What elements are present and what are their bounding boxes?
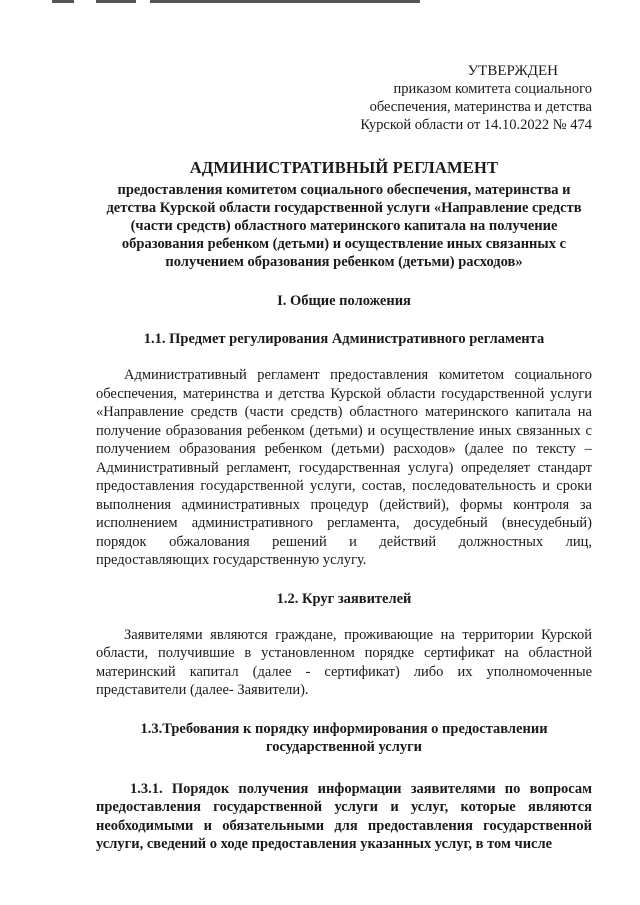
approval-line: приказом комитета социального [393, 81, 592, 97]
scan-edge-mark [150, 0, 420, 3]
subsection-heading-applicants: 1.2. Круг заявителей [276, 590, 412, 607]
applicants-paragraph: Заявителями являются граждане, проживающие на территории Курской области, получившие в установленном порядке сертификат на областной материнский капитал (далее - сертификат) либо их уполномоченные представители (далее- Заявители). [96, 626, 592, 698]
informing-heading-line: 1.3.Требования к порядку информирования о предоставлении [140, 720, 548, 737]
subject-paragraph: Административный регламент предоставления комитетом социального обеспечения, материнства и детства Курской области государственной услуги «Направление средств (части средств) областного материнского капитала на получение образования ребенком (детьми) и осуществление иных связанных с получением образования ребенком (детьми) расходов» (далее по тексту – Административный регламент, государственная услуга) определяет стандарт предоставления государственной услуги, состав, последовательность и сроки выполнения административных процедур (действий), формы контроля за исполнением административного регламента, досудебный (внесудебный) порядок обжалования решений и действий должностных лиц, предоставляющих государственную услугу. [96, 367, 592, 568]
approval-line: Курской области от 14.10.2022 № 474 [360, 117, 592, 133]
subsection-heading-informing [96, 720, 592, 756]
subsection-heading-subject: 1.1. Предмет регулирования Административного регламента [143, 331, 545, 347]
document-subtitle: предоставления комитетом социального обеспечения, материнства и детства Курской области государственной услуги «Направление средств (части средств) областного материнского капитала на получение образования ребенком (детьми) и осуществление иных связанных с получением образования ребенком (детьми) расходов» [106, 182, 582, 270]
document-title: АДМИНИСТРАТИВНЫЙ РЕГЛАМЕНТ [189, 158, 499, 177]
document-page [96, 62, 592, 854]
approval-line: обеспечения, материнства и детства [369, 99, 592, 115]
approval-title: УТВЕРЖДЕН [467, 63, 558, 79]
section-heading-general: I. Общие положения [277, 293, 411, 309]
scan-edge-mark [96, 0, 136, 3]
scan-edge-mark [52, 0, 74, 3]
approval-block [96, 62, 592, 134]
procedure-paragraph: 1.3.1. Порядок получения информации заявителями по вопросам предоставления государственной услуги и услуг, которые являются необходимыми и обязательными для предоставления государственной услуги, сведений о ходе предоставления указанных услуг, в том числе [96, 780, 592, 852]
informing-heading-line: государственной услуги [265, 738, 423, 755]
